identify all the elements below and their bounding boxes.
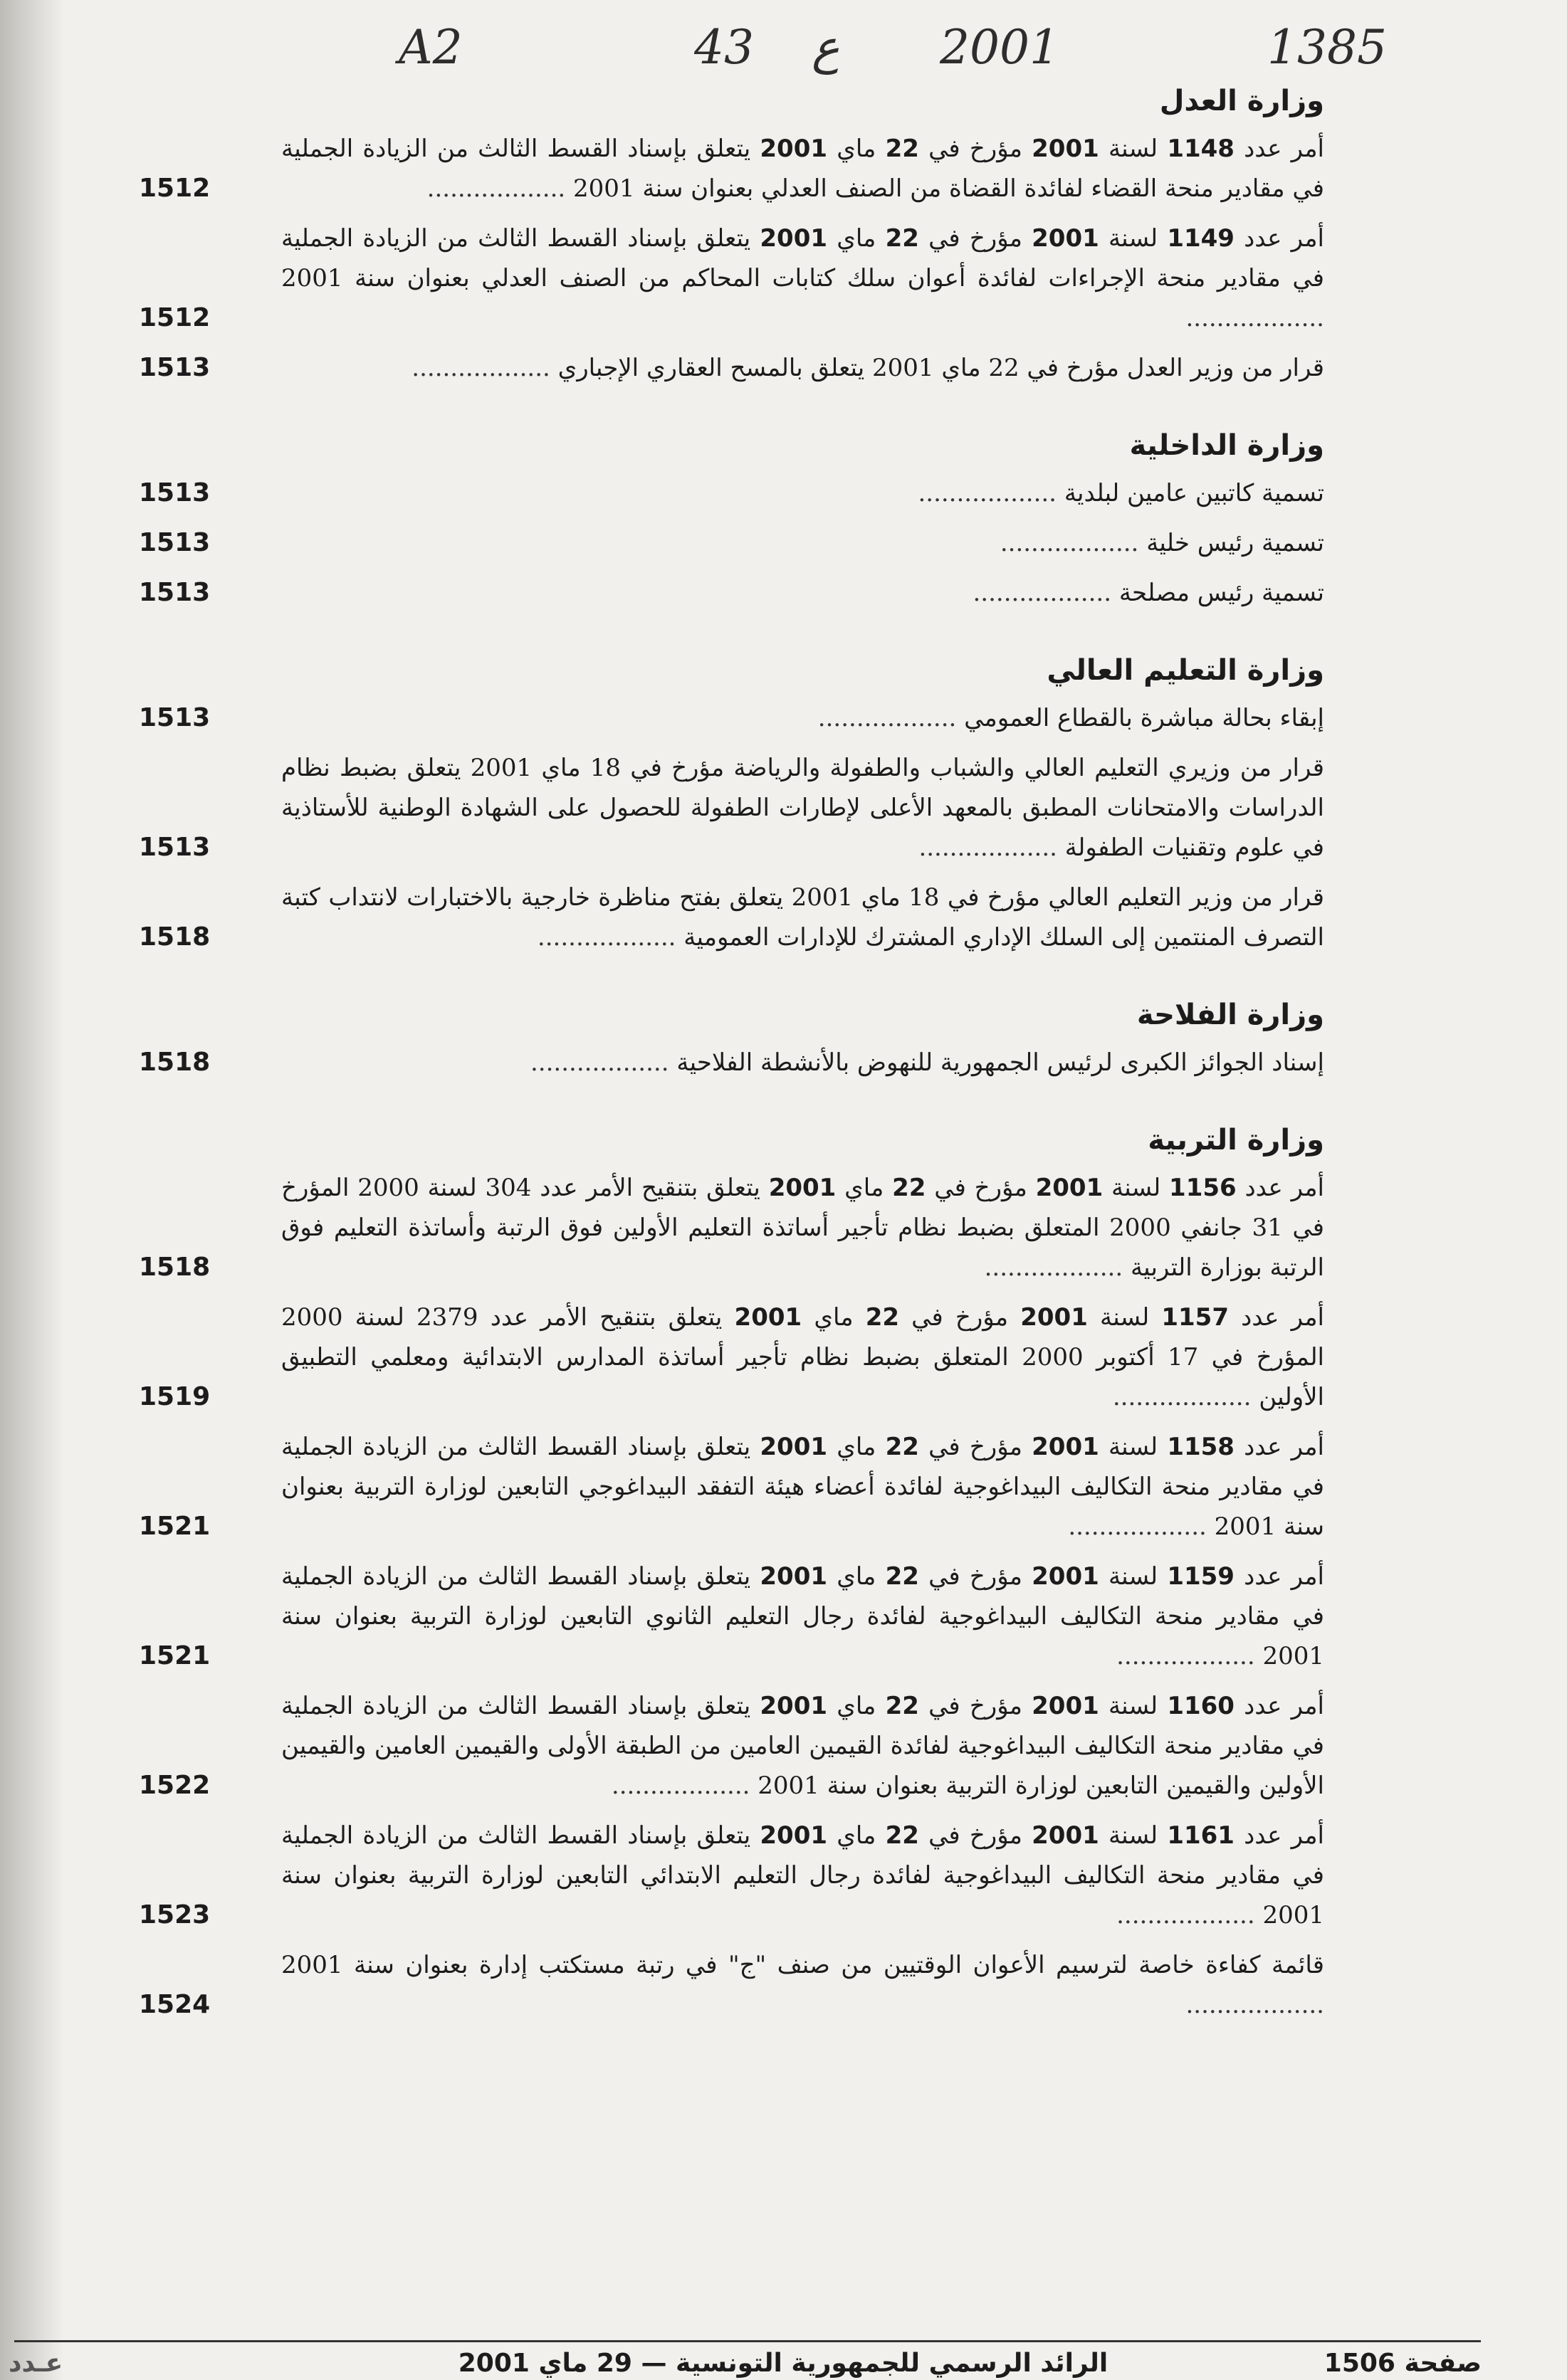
decree-text-part: أمر عدد <box>1234 224 1324 253</box>
decree-text-part: مؤرخ في <box>918 1433 1032 1461</box>
entry-title: تسمية رئيس خلية <box>1146 529 1324 557</box>
decree-text-part: يتعلق بتنقيح الأمر عدد 2379 لسنة 2000 المؤرخ في 17 أكتوبر 2000 المتعلق بضبط نظام تأجير أساتذة المدارس الابتدائية ومعلمي التطبيق الأولين <box>281 1303 1324 1411</box>
page-number: 1513 <box>139 353 211 382</box>
page-number: 1513 <box>139 478 211 507</box>
decree-text-part: أمر عدد <box>1234 135 1324 163</box>
footer-rule <box>14 2340 1481 2342</box>
ministry-heading: وزارة الفلاحة <box>1136 999 1324 1031</box>
decree-number-part: 1149 <box>1167 224 1235 253</box>
decree-number-part: 1148 <box>1167 135 1235 163</box>
leader-dots: .................. <box>984 1253 1131 1282</box>
toc-entry <box>139 218 1324 338</box>
toc-entry <box>139 573 1324 613</box>
entry-title: تسمية كاتبين عامين لبلدية <box>1064 479 1324 507</box>
page-number: 1518 <box>139 1253 211 1282</box>
toc-entry <box>139 1427 1324 1547</box>
decree-text-part: لسنة <box>1099 135 1168 163</box>
decree-text-part: أمر عدد <box>1234 1562 1324 1591</box>
leader-dots: .................. <box>611 1771 750 1800</box>
decree-text-part: أمر عدد <box>1229 1303 1325 1332</box>
toc-entry <box>139 1557 1324 1676</box>
leader-dots: .................. <box>1185 1991 1324 2019</box>
entry-text <box>1119 579 1324 607</box>
decree-text-part: مؤرخ في <box>918 1821 1032 1850</box>
handwritten-number: 1385 <box>1267 20 1387 75</box>
decree-text-part: ماي <box>802 1303 866 1332</box>
toc-entry <box>139 129 1324 209</box>
decree-text-part: مؤرخ في <box>926 1174 1036 1202</box>
decree-text-part: مؤرخ في <box>918 135 1032 163</box>
page-footer <box>0 2349 1567 2380</box>
footer-issue-label: عـدد <box>9 2349 63 2378</box>
decree-number-part: 2001 <box>768 1174 837 1202</box>
page-number: 1524 <box>139 1990 211 2019</box>
scan-edge-shadow <box>0 0 64 2380</box>
toc-entry <box>139 1168 1324 1288</box>
leader-dots: .................. <box>530 1048 677 1077</box>
handwritten-ain: ع <box>812 20 840 75</box>
decree-number-part: 2001 <box>760 1692 828 1720</box>
decree-text-part: أمر عدد <box>1234 1692 1324 1720</box>
decree-text-part: لسنة <box>1099 1433 1168 1461</box>
entry-text <box>281 1692 1324 1800</box>
decree-text-part: مؤرخ في <box>918 1692 1032 1720</box>
section-gap <box>139 623 1324 644</box>
leader-dots: .................. <box>426 174 566 203</box>
decree-number-part: 2001 <box>1032 135 1099 163</box>
leader-dots: .................. <box>537 923 684 952</box>
decree-text-part: ماي <box>827 1562 886 1591</box>
entry-text <box>964 704 1324 732</box>
toc-entry <box>139 1043 1324 1083</box>
decree-number-part: 22 <box>885 224 919 253</box>
page-number: 1512 <box>139 174 211 203</box>
toc-entry <box>139 473 1324 513</box>
decree-number-part: 2001 <box>734 1303 802 1332</box>
toc-entry <box>139 878 1324 957</box>
leader-dots: .................. <box>1116 1642 1255 1670</box>
decree-text-part: لسنة <box>1099 1692 1168 1720</box>
decree-text-part: لسنة <box>1099 1821 1168 1850</box>
decree-text-part: يتعلق بإسناد القسط الثالث من الزيادة الجملية في مقادير منحة التكاليف البيداغوجية لفائدة رجال التعليم الابتدائي التابعين لوزارة التربية بعنوان سنة 2001 <box>281 1821 1324 1929</box>
toc-entry <box>139 1816 1324 1935</box>
decree-number-part: 2001 <box>760 224 828 253</box>
decree-text-part: لسنة <box>1099 224 1168 253</box>
leader-dots: .................. <box>918 833 1065 862</box>
decree-text-part: ماي <box>827 135 886 163</box>
decree-number-part: 2001 <box>1020 1303 1088 1332</box>
decree-text-part: أمر عدد <box>1234 1821 1324 1850</box>
entry-title: قرار من وزيري التعليم العالي والشباب والطفولة والرياضة مؤرخ في 18 ماي 2001 يتعلق بضبط نظام الدراسات والامتحانات المطبق بالمعهد الأعلى لإطارات الطفولة للحصول على الشهادة الوطنية للأستاذية في علوم وتقنيات الطفولة <box>281 754 1324 862</box>
leader-dots: .................. <box>1185 304 1324 332</box>
section-gap <box>139 967 1324 989</box>
decree-number-part: 2001 <box>760 1821 828 1850</box>
entry-text <box>676 1048 1324 1077</box>
decree-number-part: 2001 <box>1032 1433 1099 1461</box>
entry-title: قرار من وزير العدل مؤرخ في 22 ماي 2001 يتعلق بالمسح العقاري الإجباري <box>557 354 1324 382</box>
decree-text-part: يتعلق بإسناد القسط الثالث من الزيادة الجملية في مقادير منحة التكاليف البيداغوجية لفائدة أعضاء هيئة التفقد البيداغوجي التابعين لوزارة التربية بعنوان سنة 2001 <box>281 1433 1324 1541</box>
entry-text <box>558 354 1324 382</box>
entry-title: قرار من وزير التعليم العالي مؤرخ في 18 ماي 2001 يتعلق بفتح مناظرة خارجية بالاختبارات لانتداب كتبة التصرف المنتمين إلى السلك الإداري المشترك للإدارات العمومية <box>281 883 1324 952</box>
toc-entry <box>139 1297 1324 1417</box>
decree-number-part: 22 <box>892 1174 926 1202</box>
decree-text-part: أمر عدد <box>1236 1174 1324 1202</box>
decree-number-part: 2001 <box>1032 1692 1099 1720</box>
entry-title: إبقاء بحالة مباشرة بالقطاع العمومي <box>964 704 1324 732</box>
handwritten-43: 43 <box>694 20 754 75</box>
decree-number-part: 2001 <box>1032 1562 1099 1591</box>
leader-dots: .................. <box>973 579 1119 607</box>
toc-entry <box>139 698 1324 738</box>
toc-entry <box>139 523 1324 563</box>
decree-text-part: ماي <box>827 1433 886 1461</box>
decree-number-part: 1156 <box>1169 1174 1237 1202</box>
decree-number-part: 1159 <box>1167 1562 1235 1591</box>
ministry-heading: وزارة العدل <box>1159 85 1324 117</box>
decree-text-part: يتعلق بإسناد القسط الثالث من الزيادة الجملية في مقادير منحة القضاء لفائدة القضاة من الصنف العدلي بعنوان سنة 2001 <box>281 135 1324 203</box>
leader-dots: .................. <box>1112 1383 1259 1411</box>
page-number: 1513 <box>139 833 211 862</box>
decree-text-part: مؤرخ في <box>899 1303 1021 1332</box>
decree-number-part: 22 <box>865 1303 900 1332</box>
decree-number-part: 22 <box>885 135 919 163</box>
decree-text-part: ماي <box>827 1692 886 1720</box>
decree-text-part: يتعلق بإسناد القسط الثالث من الزيادة الجملية في مقادير منحة التكاليف البيداغوجية لفائدة القيمين العامين من الطبقة الأولى والقيمين العامين والقيمين الأولين والقيمين التابعين لوزارة التربية بعنوان سنة 2001 <box>281 1692 1324 1800</box>
page-number: 1513 <box>139 703 211 732</box>
decree-text-part: ماي <box>827 1821 886 1850</box>
decree-text-part: لسنة <box>1087 1303 1162 1332</box>
decree-number-part: 2001 <box>760 135 828 163</box>
ministry-heading: وزارة التربية <box>1148 1124 1324 1157</box>
decree-number-part: 2001 <box>1032 224 1099 253</box>
leader-dots: .................. <box>1000 529 1147 557</box>
table-of-contents <box>139 75 1324 2056</box>
toc-entry <box>139 1686 1324 1806</box>
page-number: 1521 <box>139 1512 211 1541</box>
decree-text-part: لسنة <box>1103 1174 1170 1202</box>
toc-entry <box>139 748 1324 868</box>
page-number: 1519 <box>139 1382 211 1411</box>
page-number: 1513 <box>139 578 211 607</box>
decree-number-part: 1160 <box>1167 1692 1235 1720</box>
decree-text-part: لسنة <box>1099 1562 1168 1591</box>
decree-number-part: 2001 <box>1035 1174 1104 1202</box>
page-number: 1513 <box>139 528 211 557</box>
leader-dots: .................. <box>1068 1512 1207 1541</box>
page-number: 1521 <box>139 1641 211 1670</box>
decree-number-part: 22 <box>885 1433 919 1461</box>
section-gap <box>139 2035 1324 2056</box>
entry-text <box>281 754 1324 862</box>
ministry-heading: وزارة الداخلية <box>1129 429 1324 462</box>
toc-entry <box>139 1945 1324 2025</box>
decree-number-part: 22 <box>885 1821 919 1850</box>
decree-text-part: يتعلق بإسناد القسط الثالث من الزيادة الجملية في مقادير منحة الإجراءات لفائدة أعوان سلك كتابات المحاكم من الصنف العدلي بعنوان سنة 2001 <box>281 224 1324 293</box>
decree-number-part: 2001 <box>1032 1821 1099 1850</box>
footer-page-number: صفحة 1506 <box>1324 2349 1482 2378</box>
entry-text <box>1146 529 1324 557</box>
footer-journal-title: الرائد الرسمي للجمهورية التونسية — 29 ماي 2001 <box>458 2349 1109 2378</box>
decree-text-part: مؤرخ في <box>918 224 1032 253</box>
page-number: 1518 <box>139 1048 211 1077</box>
decree-number-part: 22 <box>885 1692 919 1720</box>
entry-text <box>281 224 1324 293</box>
decree-number-part: 1158 <box>1167 1433 1235 1461</box>
entry-text <box>1064 479 1324 507</box>
leader-dots: .................. <box>918 479 1064 507</box>
toc-entry <box>139 348 1324 388</box>
handwritten-year: 2001 <box>940 20 1059 75</box>
entry-title: إسناد الجوائز الكبرى لرئيس الجمهورية للنهوض بالأنشطة الفلاحية <box>676 1048 1324 1077</box>
section-gap <box>139 1092 1324 1114</box>
decree-number-part: 1157 <box>1161 1303 1229 1332</box>
decree-text-part: ماي <box>827 224 886 253</box>
page-number: 1512 <box>139 303 211 332</box>
decree-number-part: 2001 <box>760 1433 828 1461</box>
entry-text <box>281 883 1324 952</box>
page-number: 1518 <box>139 922 211 952</box>
decree-text-part: يتعلق بإسناد القسط الثالث من الزيادة الجملية في مقادير منحة التكاليف البيداغوجية لفائدة رجال التعليم الثانوي التابعين لوزارة التربية بعنوان سنة 2001 <box>281 1562 1324 1670</box>
handwritten-a2: A2 <box>399 20 463 75</box>
page-number: 1523 <box>139 1900 211 1929</box>
page-number: 1522 <box>139 1771 211 1800</box>
decree-text-part: يتعلق بتنقيح الأمر عدد 304 لسنة 2000 المؤرخ في 31 جانفي 2000 المتعلق بضبط نظام تأجير أساتذة التعليم الأولين فوق الرتبة وأساتذة التعليم فوق الرتبة بوزارة التربية <box>281 1174 1324 1282</box>
decree-number-part: 1161 <box>1167 1821 1235 1850</box>
leader-dots: .................. <box>817 704 965 732</box>
decree-text-part: أمر عدد <box>1234 1433 1324 1461</box>
decree-number-part: 22 <box>885 1562 919 1591</box>
decree-text-part: مؤرخ في <box>918 1562 1032 1591</box>
entry-title: قائمة كفاءة خاصة لترسيم الأعوان الوقتيين من صنف "ج" في رتبة مستكتب إدارة بعنوان سنة 2001 <box>281 1951 1324 1979</box>
leader-dots: .................. <box>1116 1901 1255 1929</box>
section-gap <box>139 398 1324 419</box>
decree-number-part: 2001 <box>760 1562 828 1591</box>
ministry-heading: وزارة التعليم العالي <box>1047 654 1324 687</box>
entry-title: تسمية رئيس مصلحة <box>1118 579 1324 607</box>
entry-text <box>281 1174 1324 1282</box>
decree-text-part: ماي <box>836 1174 893 1202</box>
leader-dots: .................. <box>412 354 558 382</box>
entry-text <box>281 1951 1324 1979</box>
